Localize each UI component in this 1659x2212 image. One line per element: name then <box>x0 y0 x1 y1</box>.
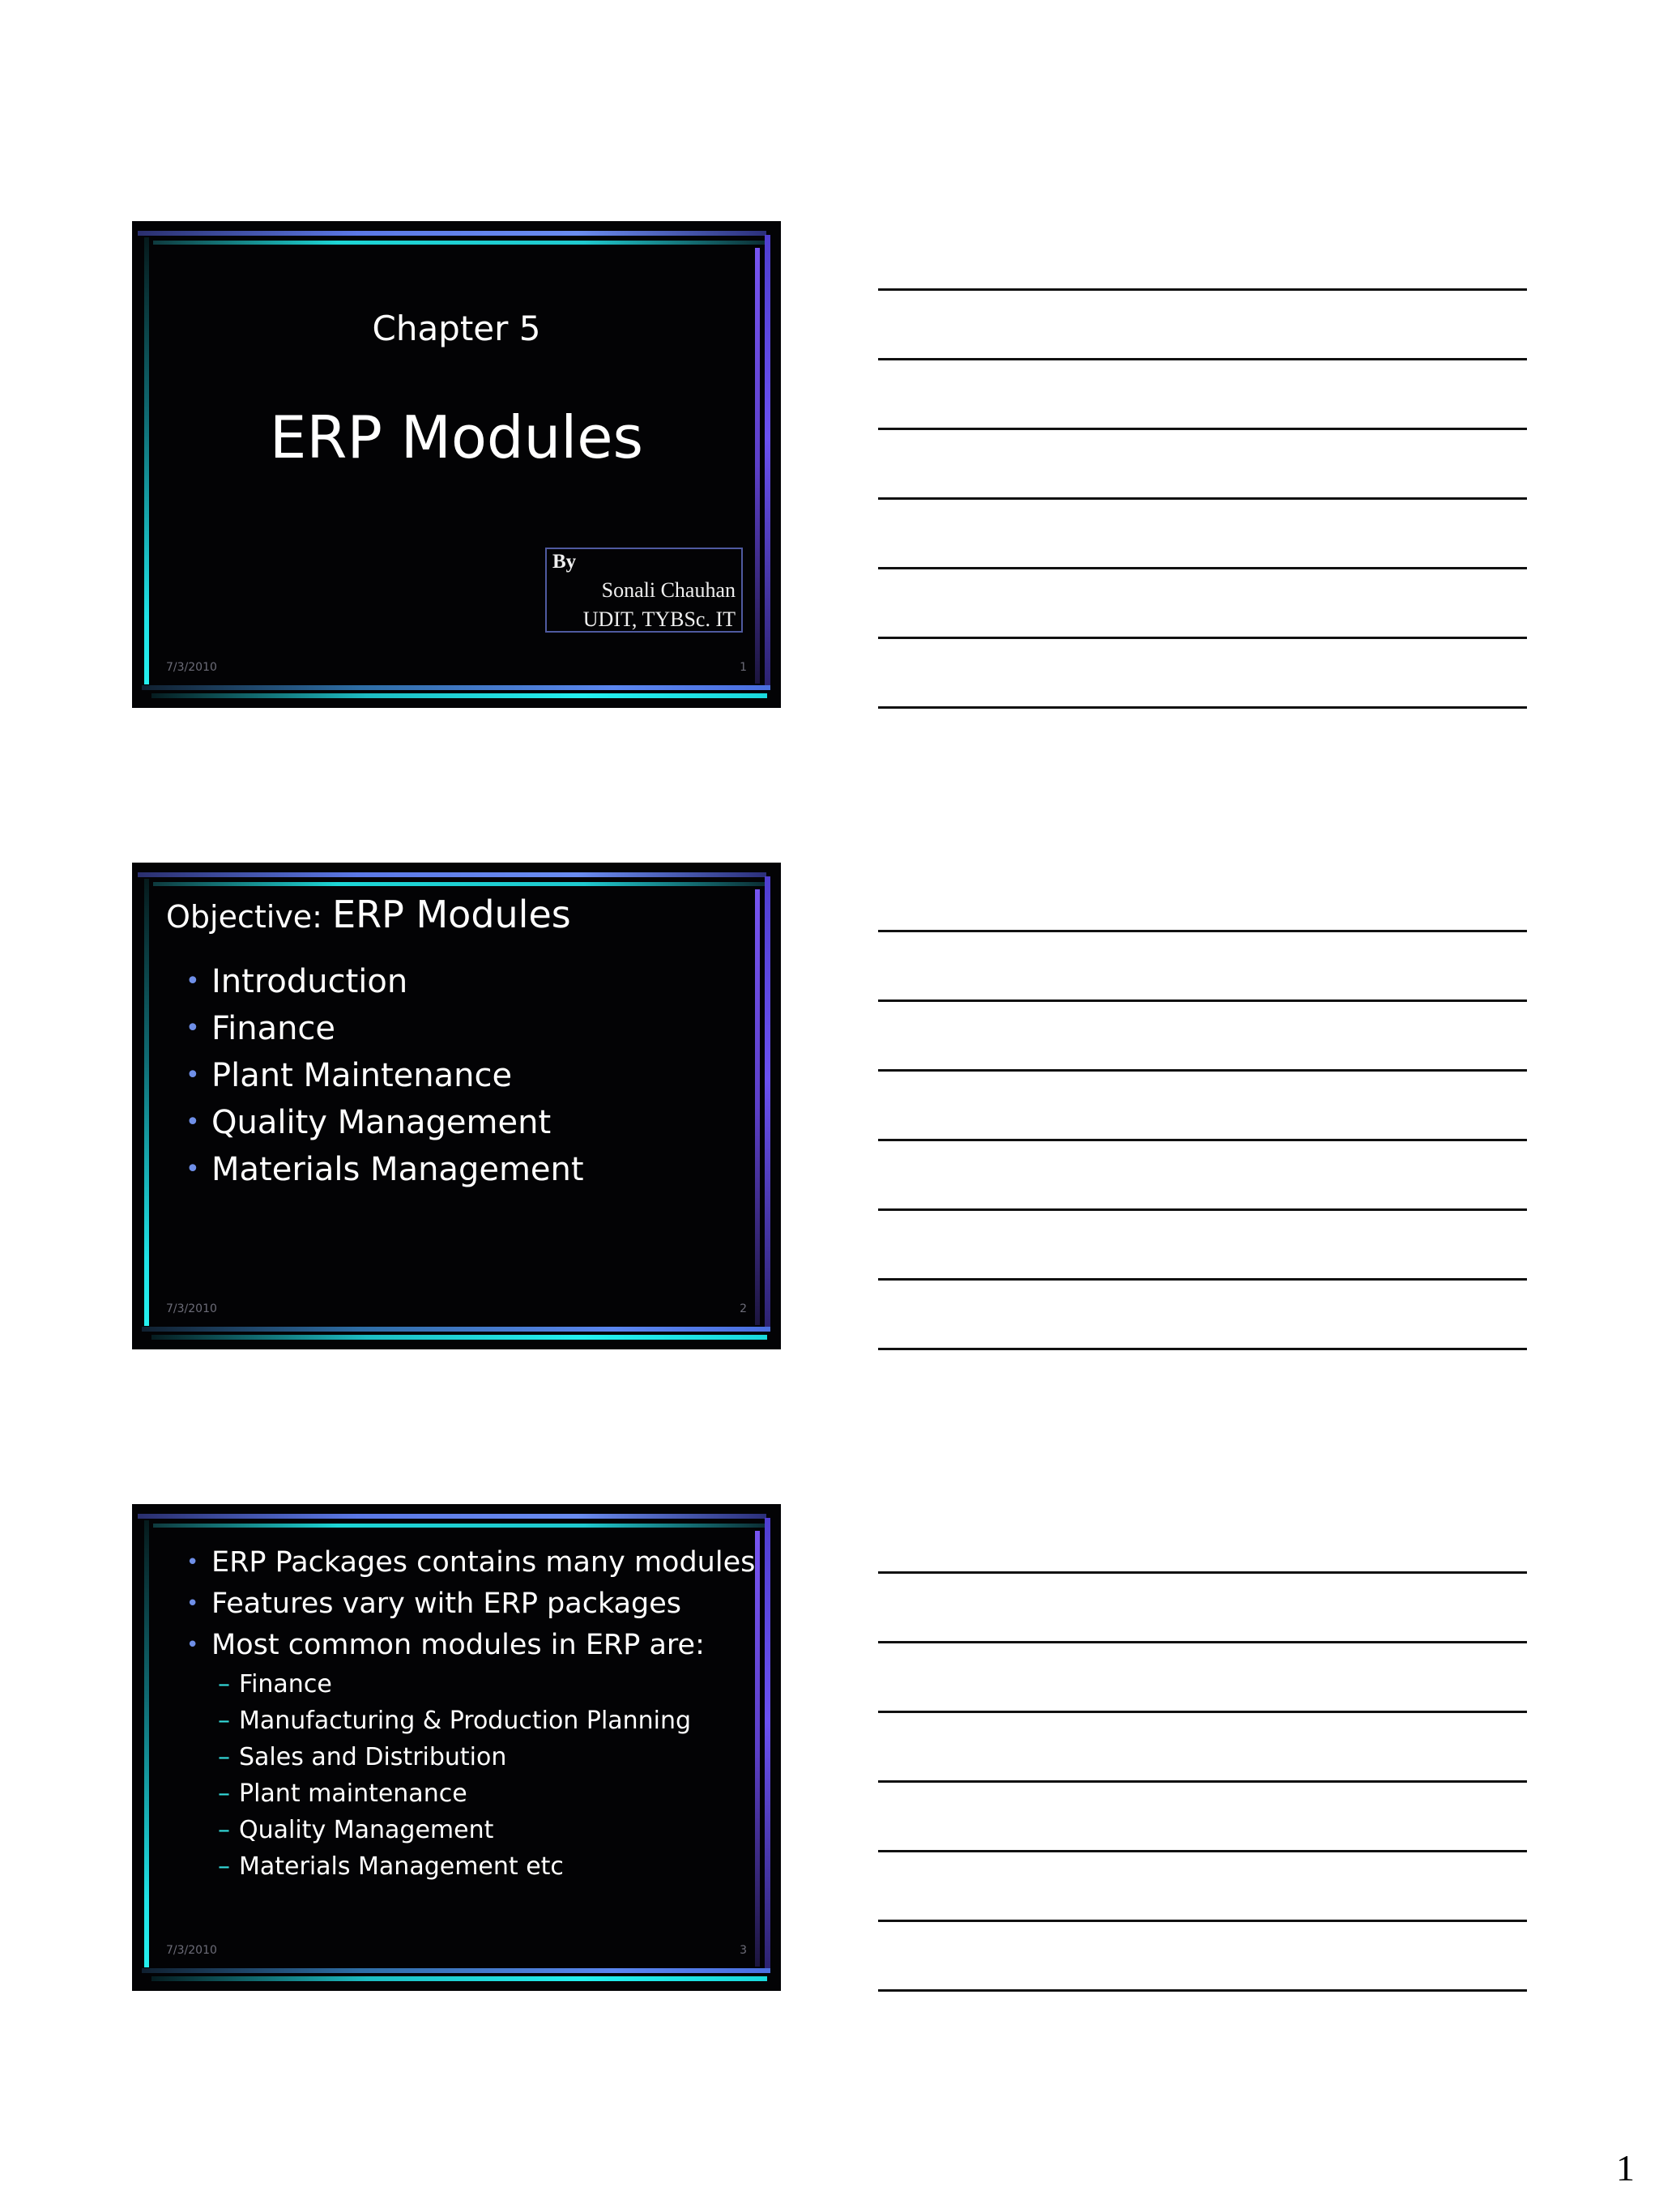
frame-bar <box>142 1327 770 1332</box>
note-line <box>878 1069 1527 1072</box>
note-line <box>878 288 1527 291</box>
list-item: • Finance <box>132 1005 584 1052</box>
bullet-icon: • <box>186 1633 199 1657</box>
bullet-icon: • <box>186 1014 200 1042</box>
bullet-icon: • <box>186 967 200 995</box>
note-line <box>878 1208 1527 1211</box>
note-line <box>878 1571 1527 1574</box>
sub-list-item: – Quality Management <box>132 1812 755 1848</box>
frame-bar <box>755 1531 760 1967</box>
dash-icon: – <box>218 1816 230 1844</box>
note-line <box>878 497 1527 500</box>
title-prefix: Objective: <box>166 899 322 935</box>
bullet-list <box>132 1542 755 1885</box>
list-item: • Quality Management <box>132 1099 584 1146</box>
note-line <box>878 1348 1527 1350</box>
frame-bar <box>142 685 770 690</box>
note-line <box>878 1989 1527 1992</box>
bullet-list <box>132 958 584 1193</box>
note-line <box>878 637 1527 639</box>
slide-date: 7/3/2010 <box>166 1944 217 1957</box>
slide-2 <box>132 863 781 1349</box>
slide-number: 1 <box>740 661 747 674</box>
list-item: • ERP Packages contains many modules <box>132 1542 755 1583</box>
sub-list-item: – Sales and Distribution <box>132 1739 755 1775</box>
sub-list-item: – Finance <box>132 1666 755 1703</box>
frame-bar <box>765 1518 770 1971</box>
slide-title: ERP Modules <box>269 403 644 471</box>
list-item: • Most common modules in ERP are: <box>132 1625 755 1666</box>
note-line <box>878 358 1527 360</box>
dash-icon: – <box>218 1707 230 1735</box>
list-item: • Introduction <box>132 958 584 1005</box>
frame-bar <box>153 882 769 886</box>
frame-bar <box>142 1968 770 1973</box>
list-item: • Materials Management <box>132 1146 584 1193</box>
frame-bar <box>755 889 760 1325</box>
frame-bar <box>153 1524 769 1528</box>
dash-icon: – <box>218 1852 230 1881</box>
frame-bar <box>765 876 770 1330</box>
frame-bar <box>151 1335 767 1340</box>
author-box <box>545 548 743 633</box>
frame-bar <box>138 1514 766 1519</box>
author-name: Sonali Chauhan <box>601 578 736 602</box>
note-line <box>878 930 1527 932</box>
note-line <box>878 1711 1527 1713</box>
note-line <box>878 1850 1527 1852</box>
frame-bar <box>153 241 769 245</box>
note-line <box>878 999 1527 1002</box>
list-item: • Plant Maintenance <box>132 1052 584 1099</box>
bullet-icon: • <box>186 1592 199 1616</box>
list-item: • Features vary with ERP packages <box>132 1583 755 1625</box>
frame-bar <box>138 231 766 236</box>
frame-bar <box>151 693 767 698</box>
dash-icon: – <box>218 1779 230 1808</box>
slide-1 <box>132 221 781 708</box>
note-line <box>878 1920 1527 1922</box>
bullet-icon: • <box>186 1550 199 1575</box>
note-line <box>878 1780 1527 1783</box>
dash-icon: – <box>218 1670 230 1698</box>
note-line <box>878 428 1527 430</box>
sub-list-item: – Plant maintenance <box>132 1775 755 1812</box>
note-line <box>878 706 1527 709</box>
bullet-icon: • <box>186 1155 200 1183</box>
slide-title <box>166 893 571 936</box>
title-main: ERP Modules <box>332 893 571 936</box>
author-institution: UDIT, TYBSc. IT <box>582 607 736 631</box>
page-number: 1 <box>1616 2147 1635 2189</box>
slide-number: 3 <box>740 1944 747 1957</box>
slide-date: 7/3/2010 <box>166 661 217 674</box>
sub-list-item: – Materials Management etc <box>132 1848 755 1885</box>
note-line <box>878 567 1527 569</box>
author-by: By <box>552 551 577 573</box>
note-line <box>878 1278 1527 1281</box>
sub-list-item: – Manufacturing & Production Planning <box>132 1703 755 1739</box>
frame-bar <box>138 872 766 877</box>
slide-3 <box>132 1504 781 1991</box>
bullet-icon: • <box>186 1061 200 1089</box>
slide-chapter: Chapter 5 <box>372 309 541 348</box>
dash-icon: – <box>218 1743 230 1771</box>
frame-bar <box>151 1976 767 1981</box>
slide-number: 2 <box>740 1302 747 1315</box>
slide-date: 7/3/2010 <box>166 1302 217 1315</box>
note-line <box>878 1641 1527 1643</box>
note-line <box>878 1139 1527 1141</box>
bullet-icon: • <box>186 1108 200 1136</box>
